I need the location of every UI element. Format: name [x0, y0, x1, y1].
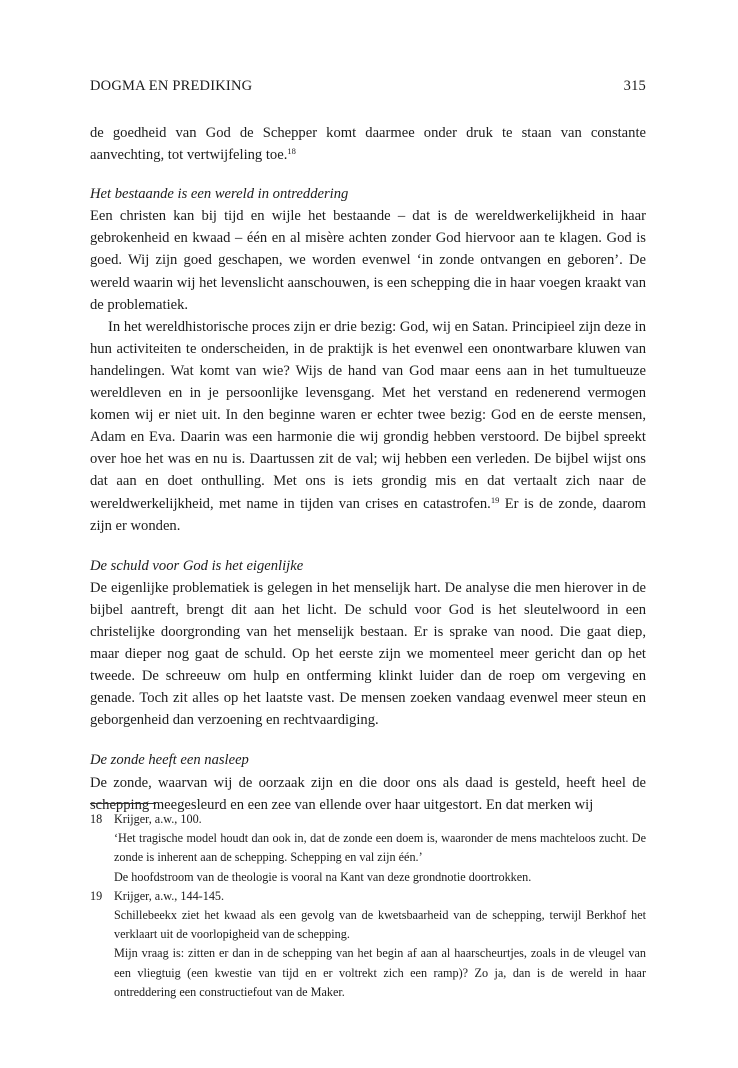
section-heading-1: Het bestaande is een wereld in ontreddering [90, 186, 349, 203]
footnotes [90, 810, 646, 1002]
footnote-divider [90, 803, 156, 804]
intro-text: de goedheid van God de Schepper komt daarmee onder druk te staan van constante aanvechting, tot vertwijfeling toe. [90, 125, 646, 164]
footnote-18 [90, 810, 646, 887]
footnote-line: Schillebeekx ziet het kwaad als een gevolg van de kwetsbaarheid van de schepping, terwijl Berkhof het verklaart uit de voorlopigheid van de schepping. [114, 908, 646, 942]
footnote-number: 19 [90, 888, 103, 903]
footnote-body [114, 887, 646, 1002]
section1-paragraph-2 [90, 316, 646, 537]
footnote-line: Krijger, a.w., 100. [114, 812, 202, 826]
page-number: 315 [623, 78, 646, 94]
section2-paragraph-1: De eigenlijke problematiek is gelegen in het menselijk hart. De analyse die men hierover in de bijbel aantreft, brengt dit aan het licht. De schuld voor God is het sleutelwoord in een christelijke doorgronding van het menselijk bestaan. Er is sprake van nood. Die gaat diep, maar dieper nog gaat de schuld. Op het eerste zijn we momenteel meer gericht dan op het tweede. De schreeuw om hulp en ontferming klinkt luider dan de roep om vergeving en genade. Toch zit alles op het laatste vast. De mensen zoeken vandaag evenwel meer steun en geborgenheid dan verzoening en rechtvaardiging. [90, 579, 646, 729]
main-text [90, 122, 646, 816]
footnote-line: Krijger, a.w., 144-145. [114, 888, 225, 903]
section-heading-2: De schuld voor God is het eigenlijke [90, 557, 304, 574]
running-title: DOGMA EN PREDIKING [90, 78, 253, 94]
footnote-line: Mijn vraag is: zitten er dan in de schepping van het begin af aan al haarscheurtjes, zoals in de vleugel van een vliegtuig (een kwestie van tijd en er voltrekt zich een ramp)? Zo ja, dan is de wereld in haar ontreddering een constructiefout van de Maker. [114, 946, 646, 999]
footnote-ref-19[interactable]: 19 [490, 494, 500, 505]
running-header [90, 78, 646, 95]
section-heading-3: De zonde heeft een nasleep [90, 752, 249, 769]
footnote-number: 18 [90, 812, 103, 826]
section1-paragraph-1: Een christen kan bij tijd en wijle het bestaande – dat is de wereldwerkelijkheid in haar gebrokenheid en kwaad – één en al misère achten zonder God hiervoor aan te klagen. God is goed. Wij zijn goed geschapen, we worden evenwel ‘in zonde ontvangen en geboren’. De wereld waarin wij het levenslicht aanschouwen, is een schepping die in haar voegen kraakt van de problematiek. [90, 208, 646, 313]
intro-paragraph [90, 122, 646, 166]
footnote-ref-18[interactable]: 18 [287, 146, 296, 157]
section1-paragraph-2-tail: Er is de zonde, daarom zijn er wonden. [90, 495, 647, 534]
section1-paragraph-2-text: In het wereldhistorische proces zijn er drie bezig: God, wij en Satan. Principieel zijn deze in hun activiteiten te onderscheiden, in de praktijk is het evenwel een onontwarbare kluwen van handelingen. Wat komt van wie? Wijs de hand van God maar eens aan in het tumultueuze wereldleven en in je persoonlijke levensgang. Met het verstand en redenerend vermogen komen wij er niet uit. In den beginne waren er echter twee bezig: God en de eerste mensen, Adam en Eva. Daarin was een harmonie die wij grondig hebben verstoord. De bijbel spreekt over hoe het was en nu is. Daartussen zit de val; wij hebben een verleden. De bijbel wijst ons dat aan en doet onthulling. Met ons is iets grondig mis en dat vertaalt zich naar de wereldwerkelijkheid, met name in tijden van crises en catastrofen. [90, 318, 646, 512]
footnote-19 [90, 887, 646, 1002]
footnote-line: De hoofdstroom van de theologie is vooral na Kant van deze grondnotie doortrokken. [114, 869, 532, 884]
footnote-line: ‘Het tragische model houdt dan ook in, dat de zonde een doem is, waaronder de mens machteloos zucht. De zonde is inherent aan de schepping. Schepping en val zijn één.’ [114, 831, 646, 865]
section3-paragraph-1: De zonde, waarvan wij de oorzaak zijn en die door ons als daad is gesteld, heeft heel de schepping meegesleurd en een zee van ellende over haar uitgestort. En dat merken wij [90, 774, 646, 813]
footnote-body [114, 810, 646, 887]
